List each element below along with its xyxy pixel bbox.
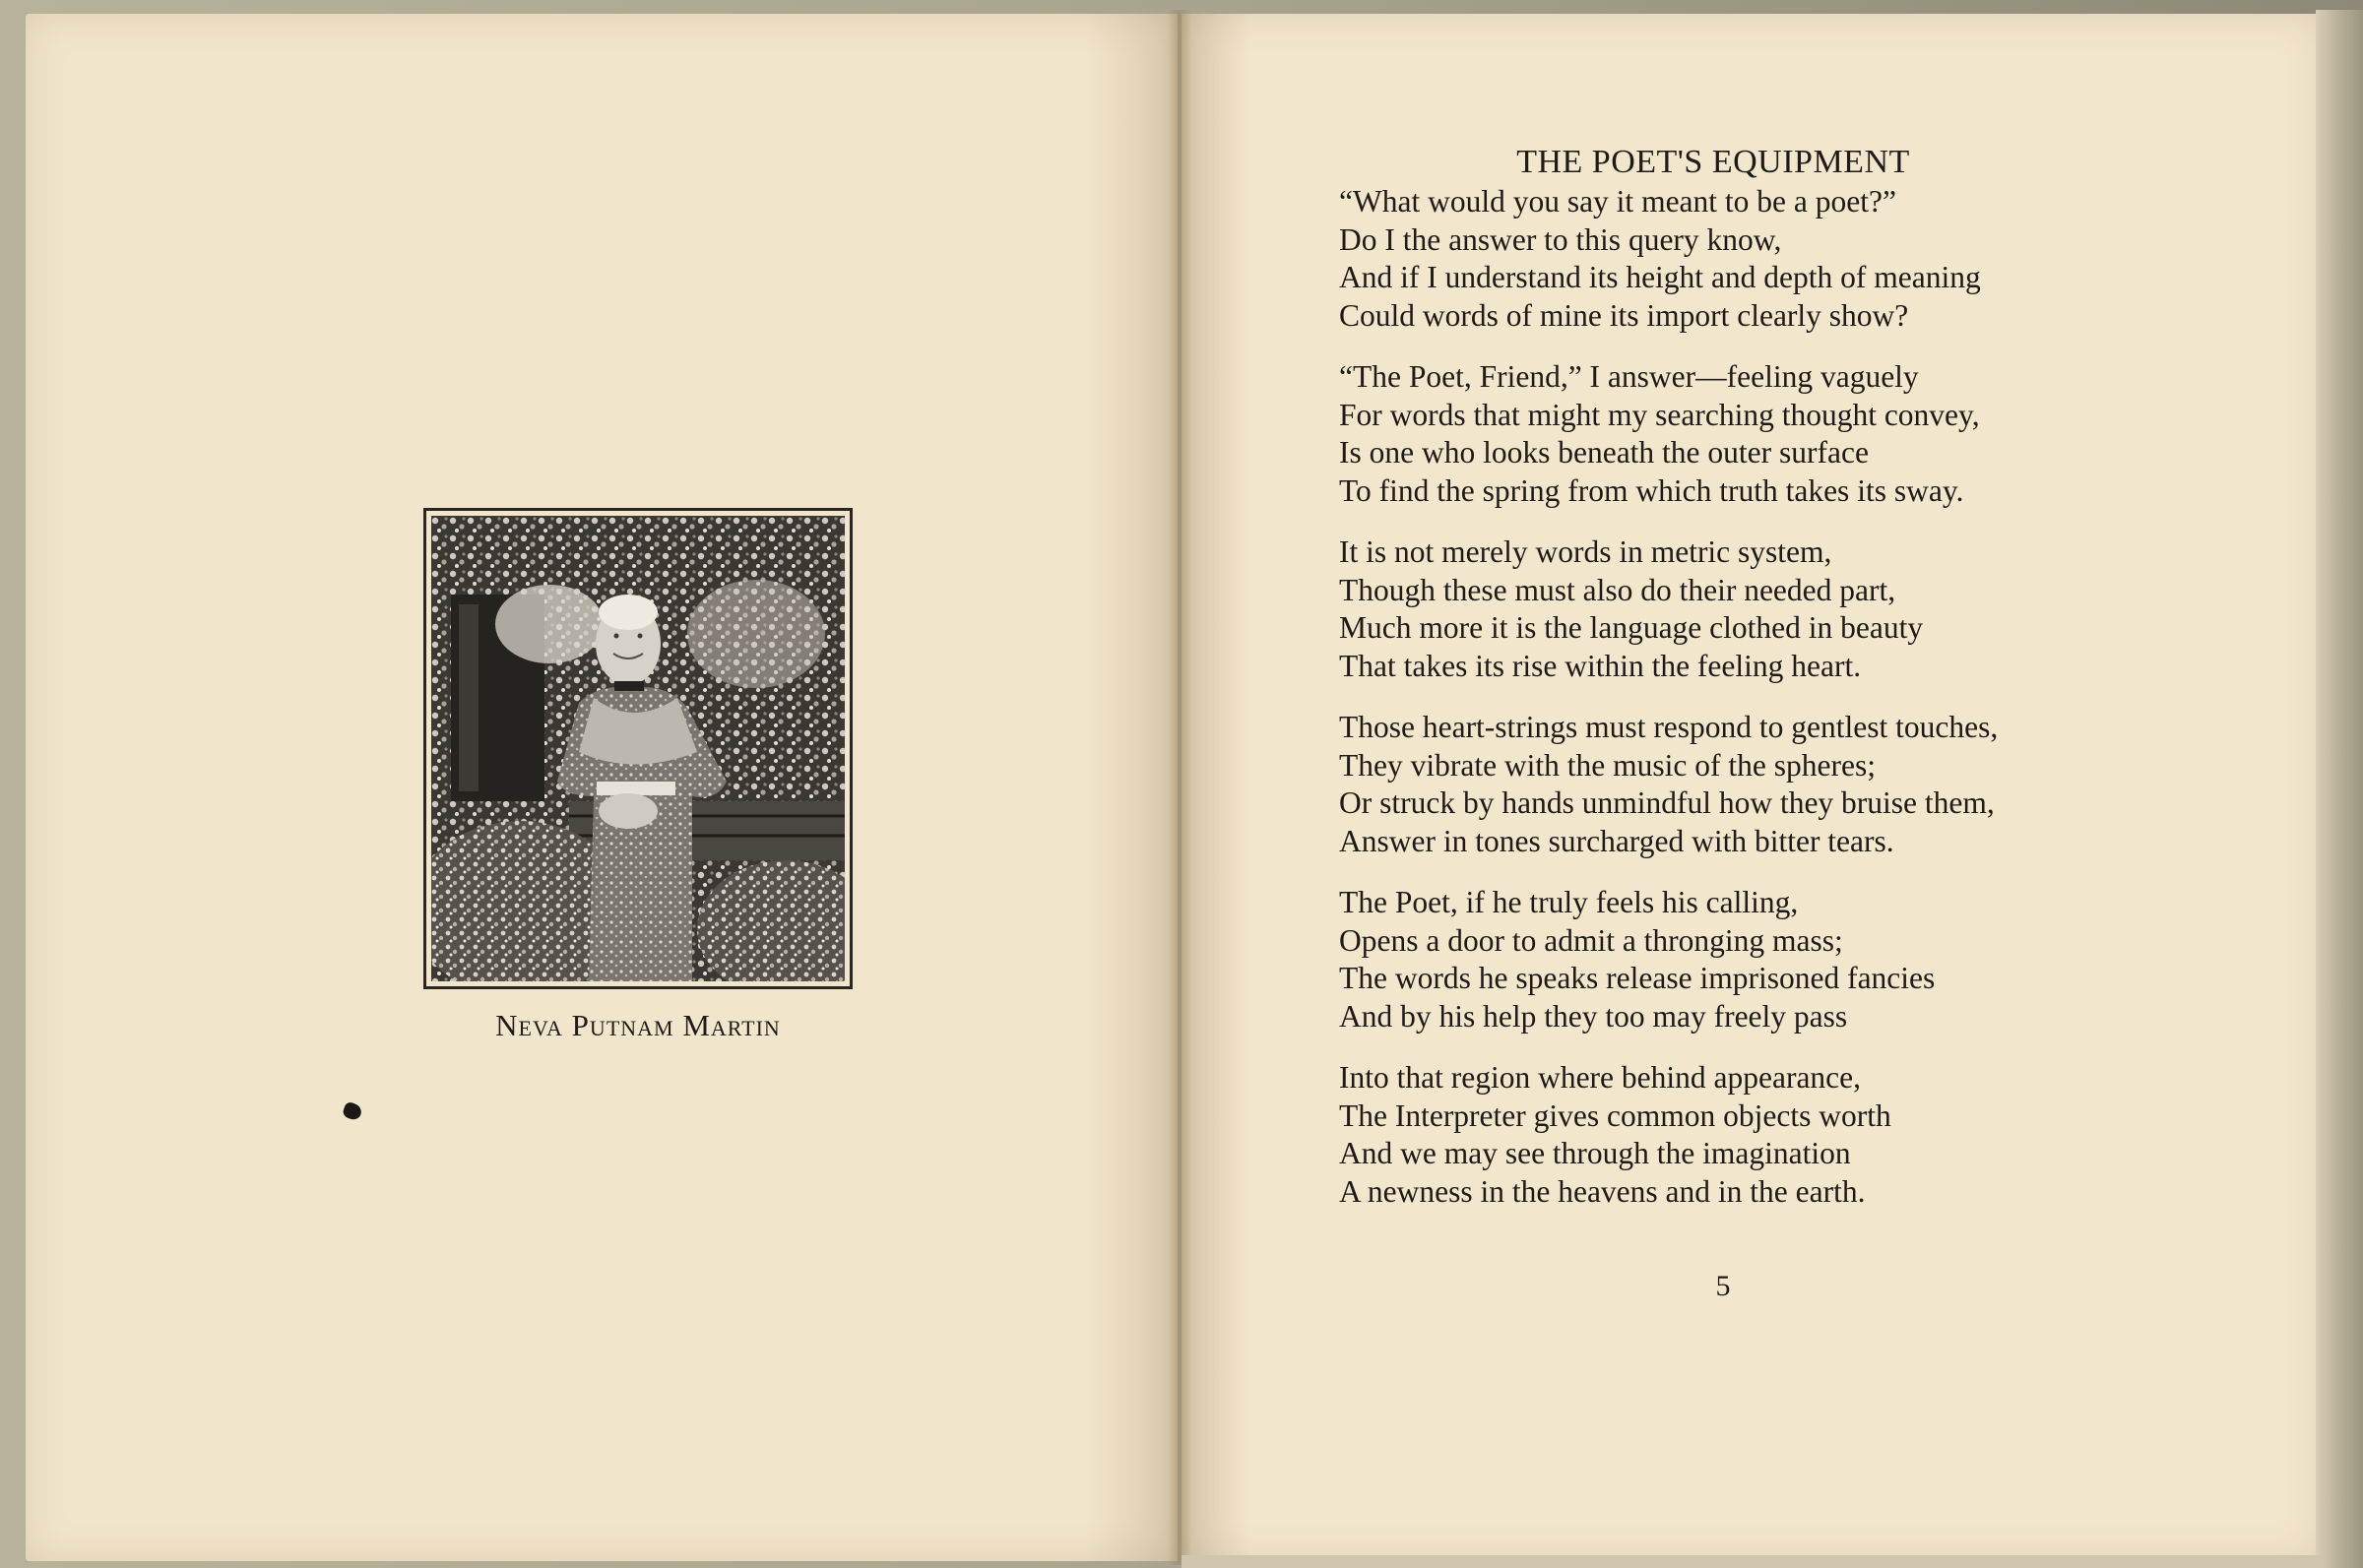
- poem-line: It is not merely words in metric system,: [1339, 534, 1832, 569]
- poem-line: And by his help they too may freely pass: [1339, 998, 1848, 1034]
- poem-line: Do I the answer to this query know,: [1339, 221, 1782, 257]
- book-bottom-edge: [1182, 1555, 2324, 1568]
- poem-line: For words that might my searching thought convey,: [1339, 397, 1980, 432]
- book-gutter: [1168, 10, 1191, 1565]
- poem-line: Into that region where behind appearance,: [1339, 1060, 1862, 1095]
- stanza: [1339, 533, 2127, 685]
- poem-line: “What would you say it meant to be a poet?”: [1339, 184, 1896, 219]
- poem-line: Though these must also do their needed part,: [1339, 572, 1896, 607]
- poem-line: To find the spring from which truth takes its sway.: [1339, 472, 1964, 508]
- poem-line: They vibrate with the music of the spheres;: [1339, 747, 1876, 783]
- poem-line: Could words of mine its import clearly show?: [1339, 297, 1909, 333]
- poem-line: Opens a door to admit a thronging mass;: [1339, 922, 1843, 958]
- stanza: [1339, 709, 2127, 860]
- portrait-photo: [431, 516, 845, 981]
- poem-line: Is one who looks beneath the outer surface: [1339, 435, 1869, 470]
- poem-title: THE POET'S EQUIPMENT: [1516, 144, 1910, 180]
- poem-line: The words he speaks release imprisoned fancies: [1339, 961, 1936, 995]
- stanza: [1339, 884, 2127, 1035]
- poem-line: And we may see through the imagination: [1339, 1136, 1851, 1170]
- book-edge: [2316, 10, 2363, 1568]
- poem-line: “The Poet, Friend,” I answer—feeling vaguely: [1339, 359, 1919, 394]
- stanza: [1339, 183, 2127, 335]
- poem-line: Answer in tones surcharged with bitter tears.: [1339, 823, 1894, 858]
- photo-caption: Neva Putnam Martin: [495, 1008, 781, 1042]
- poem-line: The Interpreter gives common objects worth: [1339, 1098, 1891, 1133]
- poem-line: A newness in the heavens and in the earth.: [1339, 1173, 1866, 1209]
- portrait-photo-frame: [423, 508, 853, 989]
- poem-line: Those heart-strings must respond to gentlest touches,: [1339, 710, 1999, 744]
- poem-line: And if I understand its height and depth of meaning: [1339, 260, 1981, 294]
- page-number: 5: [1715, 1270, 1731, 1302]
- poem-line: Or struck by hands unmindful how they bruise them,: [1339, 785, 1995, 820]
- stanza: [1339, 1059, 2127, 1211]
- stanza: [1339, 358, 2127, 510]
- poem-line: The Poet, if he truly feels his calling,: [1339, 885, 1799, 919]
- poem-line: Much more it is the language clothed in beauty: [1339, 610, 1924, 645]
- poem-line: That takes its rise within the feeling heart.: [1339, 648, 1862, 683]
- poem-body: [1339, 183, 2127, 1234]
